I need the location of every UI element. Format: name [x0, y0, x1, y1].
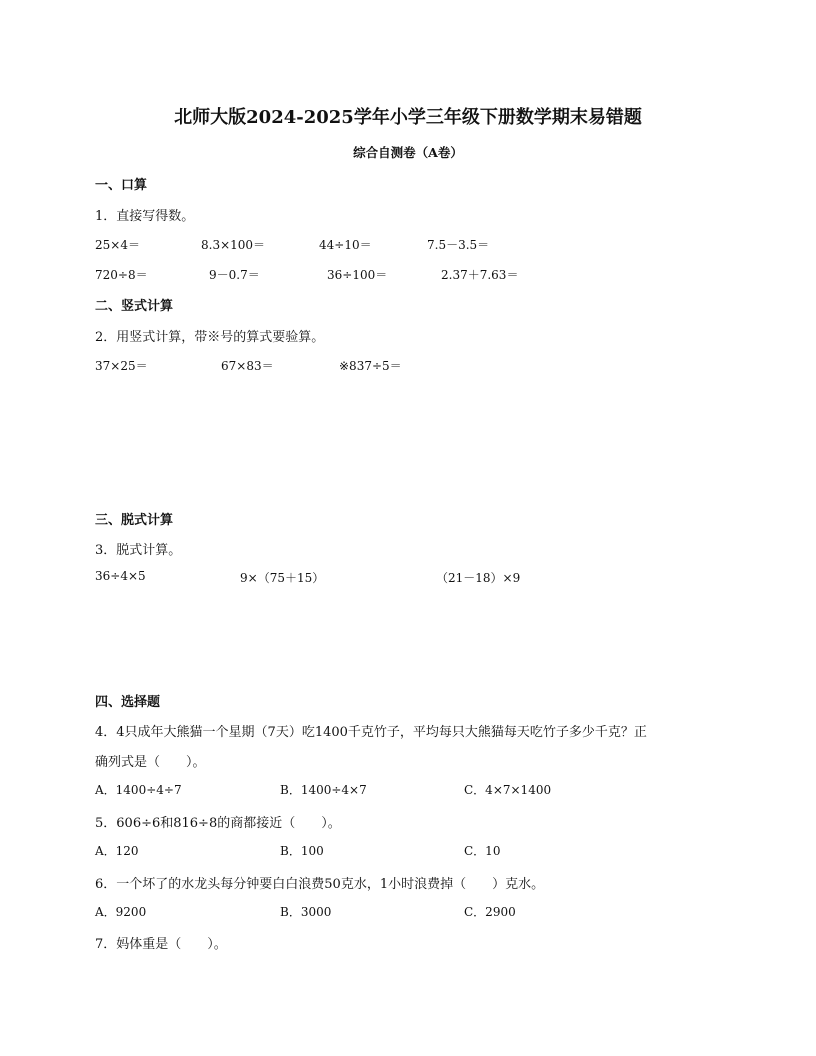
- q6-option-c: C．2900: [464, 905, 516, 919]
- question-4-text: 4．4只成年大熊猫一个星期（7天）吃1400千克竹子，平均每只大熊猫每天吃竹子多少千克？正: [95, 725, 647, 740]
- q1-expression: 7.5－3.5＝: [427, 238, 490, 252]
- q5-option-a: A．120: [95, 844, 139, 858]
- q1-expression: 8.3×100＝: [201, 238, 266, 252]
- q3-expression: 36÷4×5: [95, 569, 146, 583]
- q1-expression: 36÷100＝: [327, 268, 388, 282]
- q1-expression: 25×4＝: [95, 238, 140, 252]
- q5-option-c: C．10: [464, 844, 501, 858]
- q2-expression: ※837÷5＝: [339, 359, 402, 373]
- page-title: 北师大版2024-2025学年小学三年级下册数学期末易错题: [174, 107, 642, 128]
- page-subtitle: 综合自测卷（A卷）: [353, 145, 463, 160]
- section-heading-stepwise-calc: 三、脱式计算: [95, 513, 174, 528]
- section-heading-vertical-calc: 二、竖式计算: [95, 299, 174, 314]
- q2-expression: 37×25＝: [95, 359, 148, 373]
- q6-option-a: A．9200: [95, 905, 147, 919]
- question-1-prompt: 1．直接写得数。: [95, 209, 195, 224]
- q1-expression: 720÷8＝: [95, 268, 148, 282]
- q2-expression: 67×83＝: [221, 359, 274, 373]
- q1-expression: 44÷10＝: [319, 238, 372, 252]
- q4-option-b: B．1400÷4×7: [280, 783, 367, 797]
- q3-expression: （21－18）×9: [436, 571, 521, 585]
- question-6-text: 6．一个坏了的水龙头每分钟要白白浪费50克水，1小时浪费掉（ ）克水。: [95, 877, 545, 892]
- question-5-text: 5．606÷6和816÷8的商都接近（ ）。: [95, 816, 341, 831]
- question-3-prompt: 3．脱式计算。: [95, 543, 182, 558]
- q1-expression: 9－0.7＝: [209, 268, 260, 282]
- section-heading-oral-calc: 一、口算: [95, 178, 148, 193]
- q1-expression: 2.37＋7.63＝: [441, 268, 519, 282]
- q6-option-b: B．3000: [280, 905, 332, 919]
- q4-option-a: A．1400÷4÷7: [95, 783, 182, 797]
- question-4-text-cont: 确列式是（ ）。: [95, 755, 206, 770]
- q3-expression: 9×（75＋15）: [240, 571, 325, 585]
- q4-option-c: C．4×7×1400: [464, 783, 552, 797]
- question-7-text: 7．妈体重是（ ）。: [95, 937, 227, 952]
- q5-option-b: B．100: [280, 844, 324, 858]
- section-heading-multiple-choice: 四、选择题: [95, 695, 161, 710]
- question-2-prompt: 2．用竖式计算，带※号的算式要验算。: [95, 330, 325, 345]
